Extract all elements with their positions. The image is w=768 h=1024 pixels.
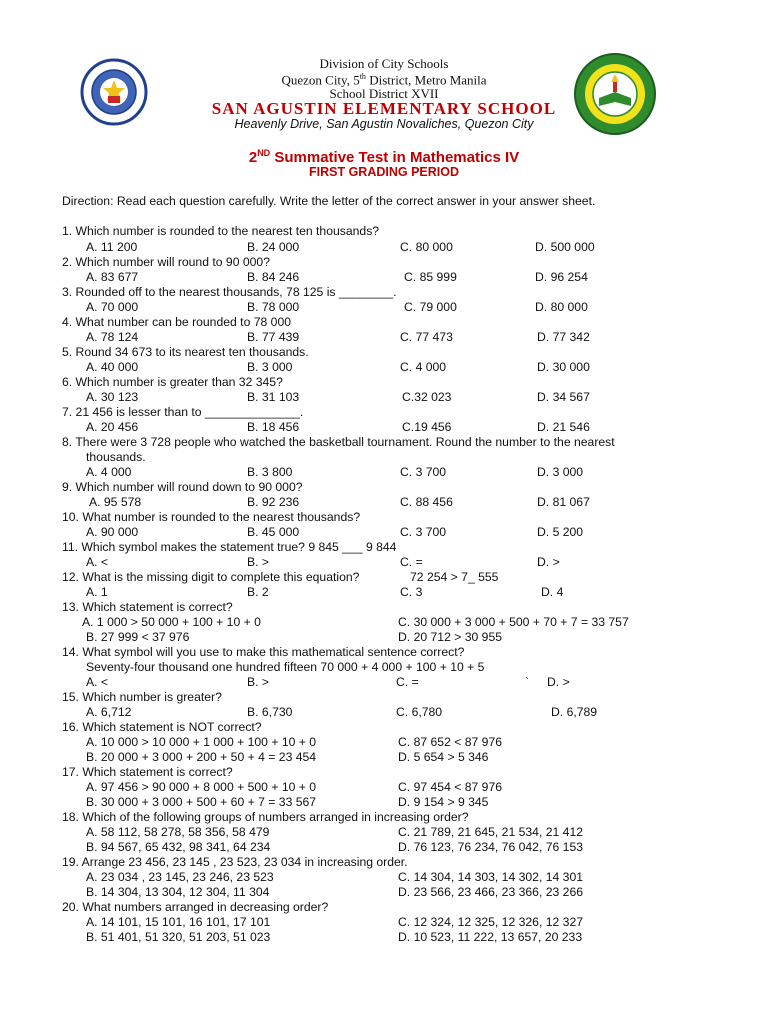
question-line: 11. Which symbol makes the statement true? 9 845 ___ 9 844 [62,540,397,554]
question-line: C. 30 000 + 3 000 + 500 + 70 + 7 = 33 757 [398,615,629,629]
question-line: D. 9 154 > 9 345 [398,795,489,809]
question-line: A. 10 000 > 10 000 + 1 000 + 100 + 10 + 0 [86,735,317,749]
question-line: C.19 456 [402,420,452,434]
question-line: A. 90 000 [86,525,139,539]
question-line: D. 23 566, 23 466, 23 366, 23 266 [398,885,583,899]
question-line: 8. There were 3 728 people who watched the basketball tournament. Round the number to the nearest [62,435,615,449]
question-line: A. 11 200 [86,240,138,254]
question-line: C. = [396,675,419,689]
question-line: 20. What numbers arranged in decreasing order? [62,900,329,914]
question-line: D. 5 200 [537,525,584,539]
question-line: A. < [86,675,109,689]
question-line: C. 4 000 [400,360,447,374]
question-line: 16. Which statement is NOT correct? [62,720,262,734]
question-line: A. 23 034 , 23 145, 23 246, 23 523 [86,870,274,884]
city-district-line: Quezon City, 5th District, Metro Manila [281,72,487,88]
question-line: D. 76 123, 76 234, 76 042, 76 153 [398,840,583,854]
question-line: B. 27 999 < 37 976 [86,630,190,644]
question-line: 3. Rounded off to the nearest thousands, 78 125 is ________. [62,285,397,299]
question-line: 14. What symbol will you use to make this mathematical sentence correct? [62,645,465,659]
question-line: C. 6,780 [396,705,443,719]
school-name: SAN AGUSTIN ELEMENTARY SCHOOL [211,99,557,118]
question-line: D. 96 254 [535,270,588,284]
question-line: D. 77 342 [537,330,590,344]
question-line: C. 79 000 [404,300,457,314]
question-line: C. 12 324, 12 325, 12 326, 12 327 [398,915,583,929]
question-line: C. = [400,555,423,569]
question-line: 15. Which number is greater? [62,690,222,704]
question-line: 2. Which number will round to 90 000? [62,255,270,269]
question-line: B. 78 000 [247,300,300,314]
question-line: A. 58 112, 58 278, 58 356, 58 479 [86,825,270,839]
question-line: C. 88 456 [400,495,453,509]
question-line: A. 40 000 [86,360,139,374]
question-line: 17. Which statement is correct? [62,765,233,779]
question-line: 72 254 > 7_ 555 [410,570,499,584]
question-line: B. 24 000 [247,240,300,254]
question-line: A. 1 [86,585,108,599]
question-line: 6. Which number is greater than 32 345? [62,375,283,389]
question-line: D. 6,789 [551,705,598,719]
question-line: C. 3 [400,585,423,599]
question-line: 5. Round 34 673 to its nearest ten thousands. [62,345,309,359]
question-line: C. 80 000 [400,240,453,254]
question-line: C. 87 652 < 87 976 [398,735,503,749]
question-line: B. 45 000 [247,525,300,539]
question-line: B. 6,730 [247,705,293,719]
question-line: B. 20 000 + 3 000 + 200 + 50 + 4 = 23 454 [86,750,317,764]
question-line: A. 95 578 [89,495,142,509]
question-line: C. 85 999 [404,270,457,284]
question-line: B. 94 567, 65 432, 98 341, 64 234 [86,840,271,854]
question-line: 7. 21 456 is lesser than to ______________. [62,405,304,419]
question-line: D. 21 546 [537,420,590,434]
question-line: B. > [247,675,270,689]
question-line: D. 4 [541,585,564,599]
question-line: D. 30 000 [537,360,590,374]
question-line: 13. Which statement is correct? [62,600,233,614]
question-line: B. 3 000 [247,360,293,374]
direction-text: Direction: Read each question carefully. Write the letter of the correct answer in your answer sheet. [62,194,596,208]
question-line: B. 77 439 [247,330,300,344]
question-line: 19. Arrange 23 456, 23 145 , 23 523, 23 034 in increasing order. [62,855,408,869]
question-line: C. 3 700 [400,465,447,479]
question-line: A. 4 000 [86,465,132,479]
division-line: Division of City Schools [319,56,449,71]
question-line: C. 77 473 [400,330,453,344]
question-line: thousands. [86,450,146,464]
school-district-line: School District XVII [329,86,439,101]
question-line: B. 31 103 [247,390,300,404]
question-line: D. 10 523, 11 222, 13 657, 20 233 [398,930,583,944]
question-line: D. 5 654 > 5 346 [398,750,489,764]
question-line: D. > [547,675,570,689]
question-line: A. 70 000 [86,300,139,314]
question-line: D. 34 567 [537,390,590,404]
question-line: B. 2 [247,585,269,599]
question-line: B. 84 246 [247,270,300,284]
grading-period: FIRST GRADING PERIOD [308,165,459,179]
question-line: 4. What number can be rounded to 78 000 [62,315,292,329]
question-line: B. 18 456 [247,420,300,434]
question-line: 9. Which number will round down to 90 000? [62,480,303,494]
test-title: 2ND Summative Test in Mathematics IV [248,148,520,166]
question-line: C. 14 304, 14 303, 14 302, 14 301 [398,870,583,884]
question-line: D. 20 712 > 30 955 [398,630,503,644]
question-line: C. 3 700 [400,525,447,539]
question-line: D. 80 000 [535,300,588,314]
question-line: B. > [247,555,270,569]
question-line: ` [525,675,530,689]
question-line: A. 20 456 [86,420,139,434]
question-line: B. 14 304, 13 304, 12 304, 11 304 [86,885,270,899]
question-line: A. 30 123 [86,390,139,404]
question-line: 1. Which number is rounded to the nearest ten thousands? [62,224,380,238]
question-line: A. 97 456 > 90 000 + 8 000 + 500 + 10 + 0 [86,780,317,794]
question-line: D. 3 000 [537,465,584,479]
question-line: B. 51 401, 51 320, 51 203, 51 023 [86,930,271,944]
question-line: 10. What number is rounded to the nearest thousands? [62,510,361,524]
question-line: A. 14 101, 15 101, 16 101, 17 101 [86,915,271,929]
question-line: B. 3 800 [247,465,293,479]
question-line: B. 92 236 [247,495,300,509]
question-line: Seventy-four thousand one hundred fifteen 70 000 + 4 000 + 100 + 10 + 5 [86,660,485,674]
school-address: Heavenly Drive, San Agustin Novaliches, Quezon City [234,117,534,131]
question-line: D. > [537,555,560,569]
question-line: A. 6,712 [86,705,132,719]
question-line: C. 21 789, 21 645, 21 534, 21 412 [398,825,583,839]
question-line: D. 500 000 [535,240,595,254]
question-line: B. 30 000 + 3 000 + 500 + 60 + 7 = 33 567 [86,795,317,809]
question-line: A. 78 124 [86,330,139,344]
question-line: C.32 023 [402,390,452,404]
question-line: A. < [86,555,109,569]
question-line: D. 81 067 [537,495,590,509]
question-line: 18. Which of the following groups of numbers arranged in increasing order? [62,810,469,824]
question-line: A. 83 677 [86,270,139,284]
question-line: 12. What is the missing digit to complete this equation? [62,570,360,584]
question-line: A. 1 000 > 50 000 + 100 + 10 + 0 [82,615,261,629]
question-line: C. 97 454 < 87 976 [398,780,503,794]
